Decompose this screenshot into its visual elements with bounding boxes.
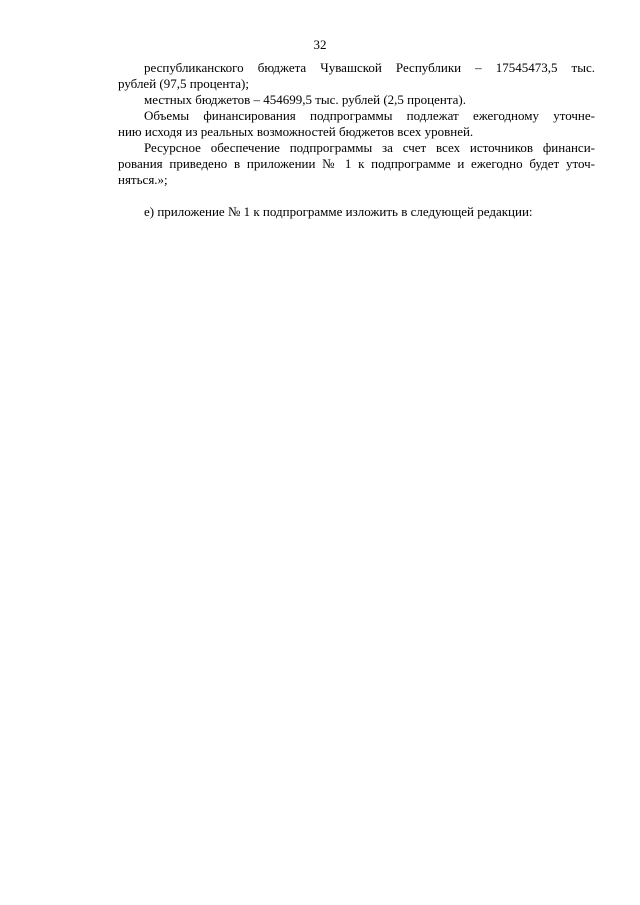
paragraph-gap: [118, 188, 595, 204]
text-line: Ресурсное обеспечение подпрограммы за счет всех источников финанси-: [144, 140, 595, 155]
document-body: [118, 60, 595, 220]
page-number: 32: [313, 37, 327, 52]
paragraph-republican-budget: [118, 60, 595, 92]
text-line: Объемы финансирования подпрограммы подлежат ежегодному уточне-: [144, 108, 595, 123]
text-line: местных бюджетов – 454699,5 тыс. рублей (2,5 процента).: [144, 92, 466, 107]
text-line: рования приведено в приложении № 1 к подпрограмме и ежегодно будет уточ-: [118, 156, 595, 171]
text-line: рублей (97,5 процента);: [118, 76, 249, 91]
text-line: няться.»;: [118, 172, 168, 187]
text-line: нию исходя из реальных возможностей бюджетов всех уровней.: [118, 124, 474, 139]
paragraph-funding-volumes: [118, 108, 595, 140]
paragraph-resource-provision: [118, 140, 595, 188]
text-line: республиканского бюджета Чувашской Республики – 17545473,5 тыс.: [144, 60, 595, 75]
text-line: е) приложение № 1 к подпрограмме изложить в следующей редакции:: [144, 204, 533, 219]
paragraph-local-budgets: [118, 92, 595, 108]
paragraph-appendix-amendment: [118, 204, 595, 220]
